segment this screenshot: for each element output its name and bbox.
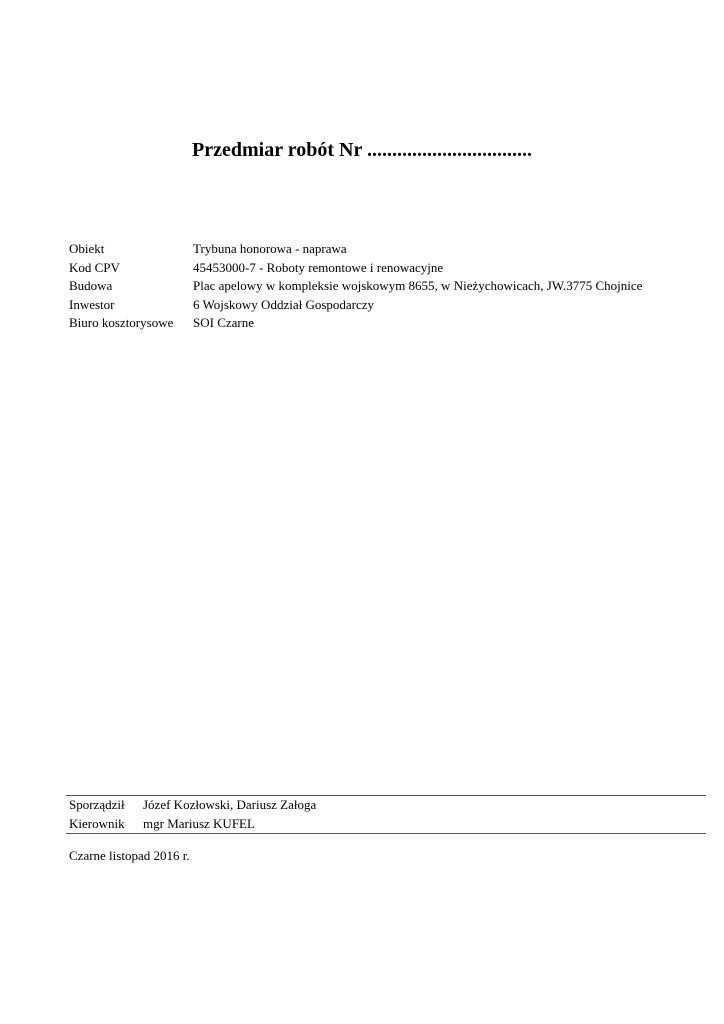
- info-value: SOI Czarne: [193, 315, 255, 330]
- document-title: Przedmiar robót Nr .................................: [192, 139, 532, 161]
- author-row-manager: [69, 815, 316, 834]
- place-and-date: Czarne listopad 2016 r.: [69, 848, 190, 863]
- author-value: mgr Mariusz KUFEL: [143, 815, 255, 831]
- info-value: Plac apelowy w kompleksie wojskowym 8655, w Nieżychowicach, JW.3775 Chojnice: [193, 278, 643, 293]
- info-value: Trybuna honorowa - naprawa: [193, 241, 347, 256]
- info-label: Inwestor: [69, 296, 115, 312]
- info-row-construction: [69, 277, 642, 296]
- info-label: Budowa: [69, 278, 113, 293]
- author-label: Kierownik: [69, 815, 125, 831]
- info-value: 45453000-7 - Roboty remontowe i renowacyjne: [193, 259, 444, 275]
- author-row-prepared-by: [69, 796, 316, 815]
- info-row-object: [69, 240, 642, 259]
- info-label: Biuro kosztorysowe: [69, 315, 174, 330]
- info-row-investor: [69, 296, 642, 315]
- author-label: Sporządził: [69, 797, 125, 812]
- info-value: 6 Wojskowy Oddział Gospodarczy: [193, 296, 375, 312]
- authors-block: [69, 796, 316, 833]
- info-label: Obiekt: [69, 241, 105, 256]
- author-value: Józef Kozłowski, Dariusz Załoga: [143, 797, 317, 812]
- info-row-cpv-code: [69, 259, 642, 278]
- info-label: Kod CPV: [69, 259, 120, 275]
- info-row-cost-office: [69, 314, 642, 333]
- footer-divider-bottom: [66, 833, 706, 834]
- project-info-table: [69, 240, 642, 333]
